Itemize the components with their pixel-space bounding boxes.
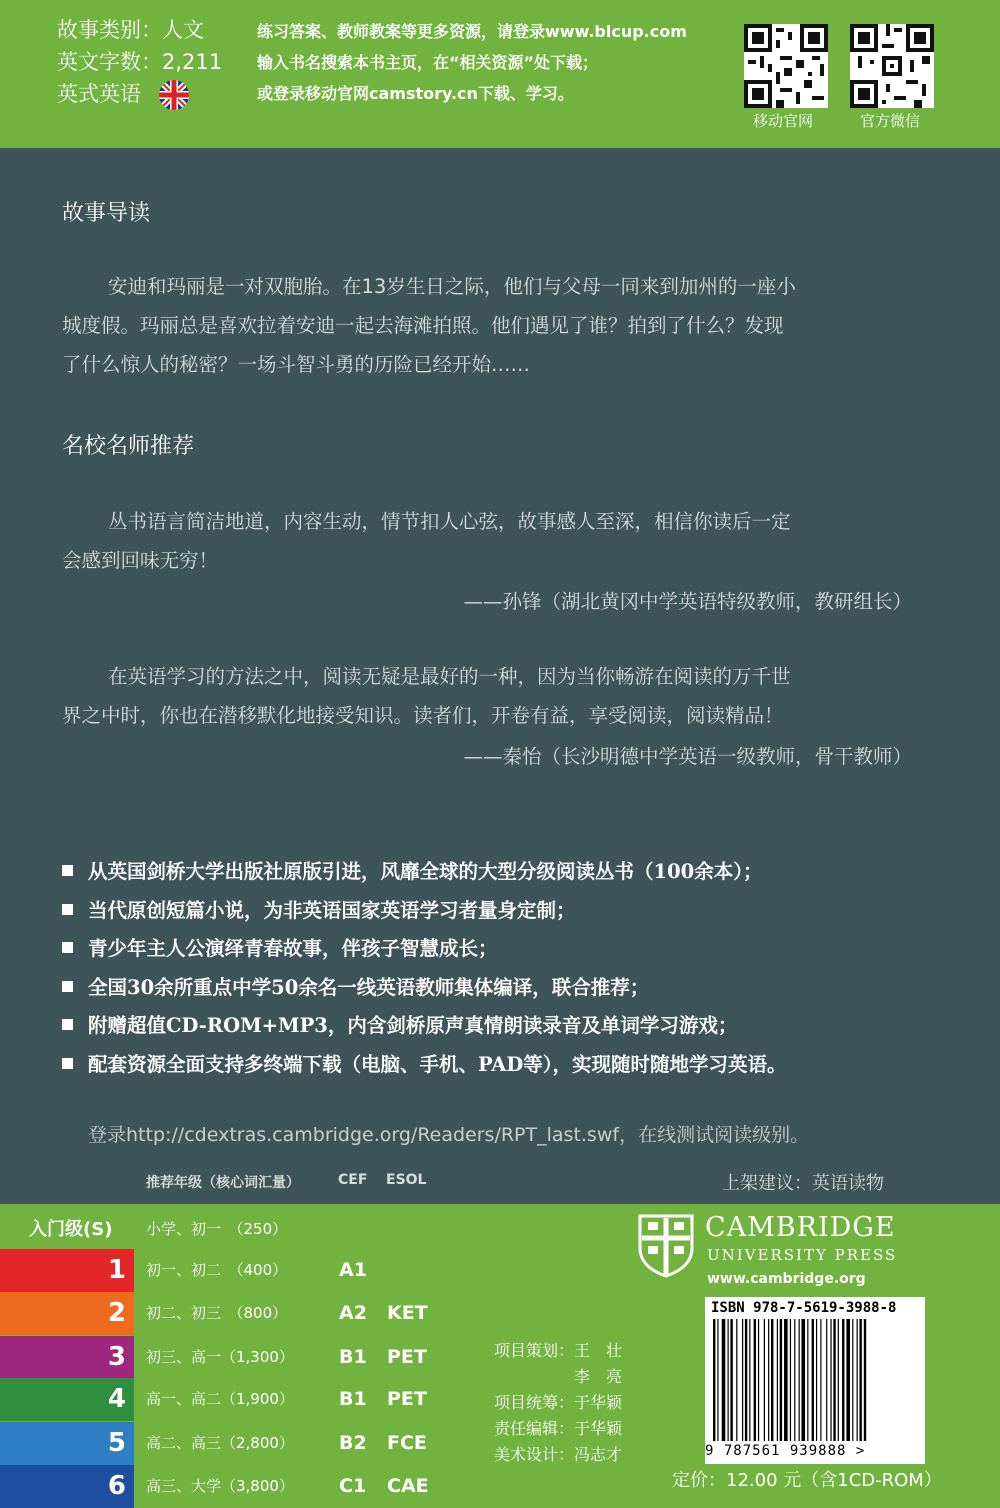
publisher-name: CAMBRIDGE (705, 1212, 896, 1243)
level-number-badge (0, 1422, 134, 1465)
bullet-square-icon (62, 1019, 73, 1030)
feature-item: 青少年主人公演绎青春故事，伴孩子智慧成长； (62, 930, 787, 969)
level-number: 3 (107, 1342, 126, 1372)
credit-line: 李 亮 (494, 1367, 623, 1386)
level-row (0, 1336, 460, 1379)
level-row (0, 1249, 460, 1292)
level-row (0, 1465, 460, 1508)
level-cef: A2 (339, 1302, 367, 1324)
quote-2 (62, 657, 928, 735)
recommend-heading: 名校名师推荐 (62, 434, 195, 459)
intro-paragraph (62, 267, 928, 384)
bullet-square-icon (62, 981, 73, 992)
mobile-site-caption: 移动官网 (753, 112, 814, 130)
quote-2-signature: ——秦怡（长沙明德中学英语一级教师，骨干教师） (463, 745, 912, 768)
level-grade: 初二、初三 （800） (146, 1304, 288, 1322)
entry-level-label: 入门级(S) (29, 1219, 113, 1240)
credit-line: 项目策划：王 壮 (494, 1341, 623, 1360)
level-grade: 高二、高三（2,800） (146, 1434, 294, 1452)
level-number-badge (0, 1378, 134, 1421)
quote-line: 界之中时，你也在潜移默化地接受知识。读者们，开卷有益，享受阅读，阅读精品！ (62, 704, 784, 727)
publisher-press: UNIVERSITY PRESS (707, 1246, 898, 1264)
level-cef: B2 (339, 1432, 367, 1454)
level-cef: C1 (339, 1475, 367, 1497)
level-number: 5 (107, 1428, 126, 1458)
level-cef: B1 (339, 1346, 367, 1368)
level-row (0, 1422, 460, 1465)
bullet-square-icon (62, 1058, 73, 1069)
isbn-barcode (705, 1297, 925, 1464)
resource-line-3: 或登录移动官网camstory.cn下载、学习。 (257, 84, 574, 103)
credit-line: 项目统筹：于华颖 (494, 1393, 623, 1412)
credits (494, 1338, 622, 1468)
bullet-square-icon (62, 942, 73, 953)
intro-line: 了什么惊人的秘密？一场斗智斗勇的历险已经开始…… (62, 353, 531, 376)
level-number-badge (0, 1465, 134, 1508)
quote-1 (62, 502, 928, 580)
level-grade: 高三、大学（3,800） (146, 1477, 294, 1495)
feature-list (62, 853, 787, 1085)
level-number: 2 (107, 1298, 126, 1328)
top-banner (0, 0, 1000, 148)
feature-item: 从英国剑桥大学出版社原版引进，风靡全球的大型分级阅读丛书（100余本）； (62, 853, 787, 892)
credit-line: 责任编辑：于华颖 (494, 1419, 623, 1438)
level-test-link[interactable]: 登录http://cdextras.cambridge.org/Readers/RPT_last.swf，在线测试阅读级别。 (88, 1124, 810, 1146)
level-esol: KET (387, 1302, 428, 1324)
level-number-badge (0, 1292, 134, 1335)
quote-line: 在英语学习的方法之中，阅读无疑是最好的一种，因为当你畅游在阅读的万千世 (108, 665, 791, 688)
level-number: 4 (107, 1384, 126, 1414)
grade-column-header: 推荐年级（核心词汇量） (146, 1175, 300, 1191)
barcode-bars (711, 1319, 919, 1443)
level-esol: FCE (387, 1432, 427, 1454)
quote-line: 丛书语言简洁地道，内容生动，情节扣人心弦，故事感人至深，相信你读后一定 (108, 510, 791, 533)
level-number: 1 (107, 1255, 126, 1285)
resource-links (257, 16, 687, 109)
level-grade: 初一、初二 （400） (146, 1261, 288, 1279)
feature-item: 全国30余所重点中学50余名一线英语教师集体编译，联合推荐； (62, 969, 787, 1008)
level-row (0, 1378, 460, 1421)
word-count: 英文字数：2,211 (57, 50, 223, 74)
level-esol: PET (387, 1388, 427, 1410)
quote-line: 会感到回味无穷！ (62, 549, 219, 572)
feature-item: 附赠超值CD-ROM+MP3，内含剑桥原声真情朗读录音及单词学习游戏； (62, 1007, 787, 1046)
isbn-label: ISBN 978-7-5619-3988-8 (711, 1300, 897, 1316)
level-cef: B1 (339, 1388, 367, 1410)
level-row (0, 1292, 460, 1335)
level-grade: 初三、高一（1,300） (146, 1348, 294, 1366)
wechat-caption: 官方微信 (860, 112, 921, 130)
level-cef: A1 (339, 1259, 367, 1281)
price: 定价：12.00 元（含1CD-ROM） (672, 1470, 942, 1491)
level-esol: CAE (387, 1475, 429, 1497)
feature-item: 当代原创短篇小说，为非英语国家英语学习者量身定制； (62, 892, 787, 931)
intro-heading: 故事导读 (62, 201, 151, 226)
credit-line: 美术设计：冯志才 (494, 1445, 623, 1464)
intro-line: 安迪和玛丽是一对双胞胎。在13岁生日之际，他们与父母一同来到加州的一座小 (108, 275, 796, 298)
wechat-qr-code[interactable] (850, 24, 934, 108)
uk-flag-icon (159, 80, 189, 110)
esol-column-header: ESOL (386, 1172, 427, 1188)
resource-line-1: 练习答案、教师教案等更多资源，请登录www.blcup.com (257, 22, 687, 41)
entry-level-grade: 小学、初一 （250） (146, 1220, 288, 1238)
bullet-square-icon (62, 865, 73, 876)
isbn-digits: 9 787561 939888 > (705, 1443, 866, 1459)
mobile-site-qr-code[interactable] (744, 24, 828, 108)
story-category: 故事类别：人文 (57, 18, 204, 42)
feature-item: 配套资源全面支持多终端下载（电脑、手机、PAD等），实现随时随地学习英语。 (62, 1046, 787, 1085)
level-number: 6 (107, 1471, 126, 1501)
cef-column-header: CEF (338, 1172, 368, 1188)
level-number-badge (0, 1249, 134, 1292)
level-grade: 高一、高二（1,900） (146, 1390, 294, 1408)
resource-line-2: 输入书名搜索本书主页，在“相关资源”处下载； (257, 53, 599, 72)
level-esol: PET (387, 1346, 427, 1368)
bullet-square-icon (62, 904, 73, 915)
publisher-url[interactable]: www.cambridge.org (707, 1271, 866, 1287)
intro-line: 城度假。玛丽总是喜欢拉着安迪一起去海滩拍照。他们遇见了谁？拍到了什么？发现 (62, 314, 784, 337)
cambridge-shield-icon (638, 1214, 694, 1278)
level-number-badge (0, 1336, 134, 1379)
english-variant: 英式英语 (57, 78, 222, 110)
quote-1-signature: ——孙锋（湖北黄冈中学英语特级教师，教研组长） (463, 590, 912, 613)
shelf-suggestion: 上架建议：英语读物 (722, 1173, 884, 1194)
book-meta (57, 14, 222, 110)
